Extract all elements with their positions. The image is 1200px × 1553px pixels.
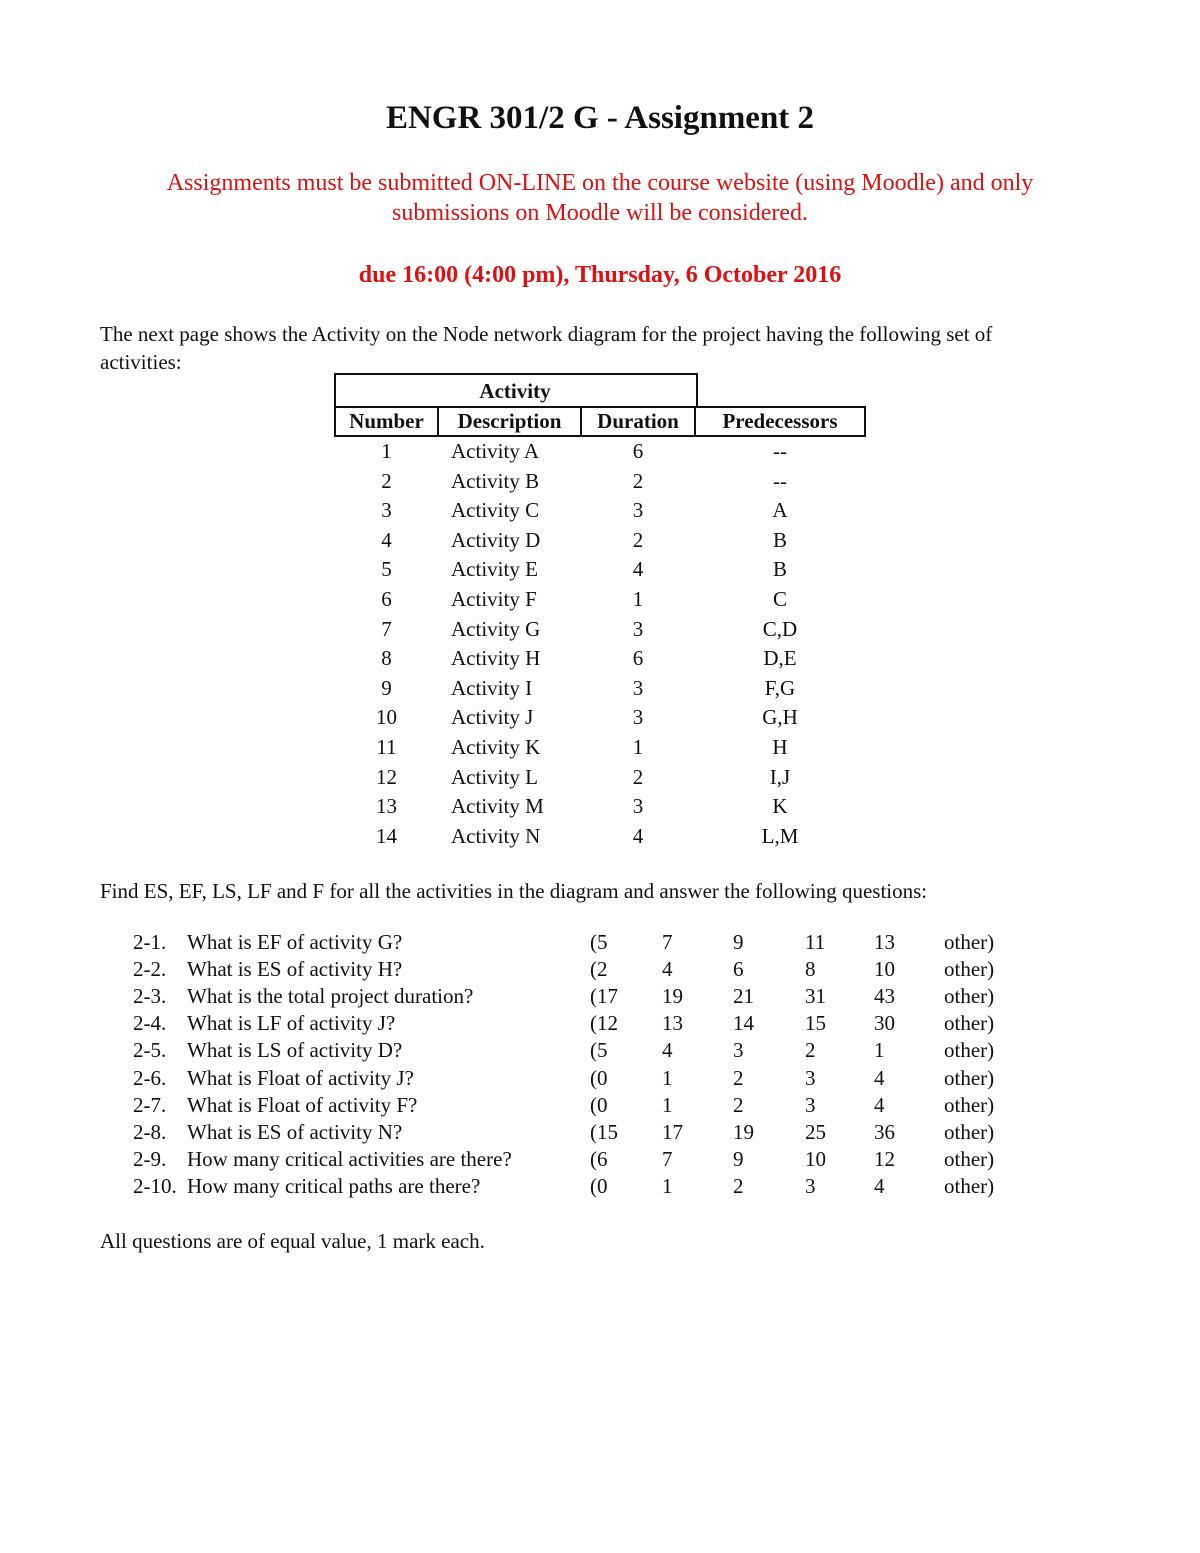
table-row [334,587,866,617]
cell-duration: 6 [632,646,644,671]
cell-duration: 1 [632,735,644,759]
cell-predecessors: D,E [763,646,797,671]
answer-option: (12 [590,1011,618,1036]
header-description: Description [457,409,562,433]
notice-line-1: Assignments must be submitted ON-LINE on the course website (using Moodle) and only [166,170,1034,196]
question-item [0,1147,1200,1174]
answer-option: 14 [733,1011,754,1036]
cell-duration: 3 [632,616,644,641]
question-number: 2-7. [133,1092,167,1117]
answer-option: 21 [733,984,754,1009]
question-text: How many critical paths are there? [187,1173,481,1198]
answer-option: 4 [874,1173,885,1198]
table-row [334,528,866,558]
answer-option: 15 [805,1011,826,1036]
activity-table [334,373,866,848]
cell-description: Activity L [451,764,538,789]
cell-description: Activity N [451,823,541,848]
question-text: What is the total project duration? [187,984,474,1009]
answer-option: 3 [733,1038,744,1063]
answer-option: (2 [590,957,608,982]
cell-predecessors: G,H [762,705,798,730]
answer-option: other) [944,1011,995,1036]
answer-option: 6 [733,957,744,982]
question-text: What is EF of activity G? [187,930,403,954]
answer-option: other) [944,1065,995,1090]
answer-option: 7 [662,1146,673,1171]
table-row [334,794,866,824]
answer-option: 1 [662,1065,673,1090]
question-item [0,984,1200,1011]
cell-duration: 3 [632,675,644,700]
answer-option: 31 [805,984,826,1009]
answer-option: 25 [805,1119,826,1144]
cell-number: 6 [381,587,392,611]
answer-option: 3 [805,1173,816,1198]
answer-option: 13 [662,1011,683,1036]
cell-number: 14 [376,823,397,848]
intro-line-2: activities: [100,350,182,374]
cell-duration: 3 [632,794,644,819]
answer-option: (0 [590,1092,608,1117]
cell-predecessors: F,G [764,675,796,700]
cell-number: 8 [381,646,392,671]
answer-option: other) [944,930,995,954]
cell-description: Activity D [451,527,541,552]
answer-option: 3 [805,1065,816,1090]
cell-predecessors: -- [773,439,787,463]
table-row [334,439,866,469]
answer-option: (17 [590,984,618,1009]
question-item [0,1038,1200,1065]
cell-description: Activity I [451,675,533,700]
question-item [0,957,1200,984]
intro-line-1: The next page shows the Activity on the Node network diagram for the project having the following set of [100,322,993,346]
answer-option: other) [944,984,995,1009]
answer-option: 43 [874,984,895,1009]
answer-option: 19 [662,984,683,1009]
table-row [334,617,866,647]
answer-option: other) [944,1173,995,1198]
question-number: 2-6. [133,1065,167,1090]
cell-number: 3 [381,498,392,523]
table-row [334,735,866,765]
cell-number: 10 [376,705,397,730]
cell-description: Activity C [451,498,540,523]
cell-duration: 6 [632,439,644,463]
cell-duration: 1 [632,587,644,611]
cell-description: Activity E [451,557,538,582]
answer-option: 19 [733,1119,754,1144]
question-text: What is ES of activity N? [187,1119,403,1144]
cell-predecessors: H [772,735,788,759]
answer-option: 1 [662,1173,673,1198]
answer-option: 9 [733,930,744,954]
question-text: How many critical activities are there? [187,1146,512,1171]
answer-option: (0 [590,1173,608,1198]
question-text: What is LS of activity D? [187,1038,403,1063]
cell-duration: 2 [632,764,644,789]
table-row [334,646,866,676]
question-number: 2-1. [133,930,167,954]
answer-option: 3 [805,1092,816,1117]
answer-option: 4 [662,957,673,982]
question-item [0,930,1200,957]
answer-option: (15 [590,1119,618,1144]
table-row [334,765,866,795]
answer-option: other) [944,1146,995,1171]
cell-description: Activity B [451,468,540,493]
cell-predecessors: -- [773,468,787,493]
answer-option: 4 [874,1092,885,1117]
cell-duration: 3 [632,705,644,730]
table-row [334,676,866,706]
question-number: 2-4. [133,1011,167,1036]
cell-description: Activity F [451,587,537,611]
cell-number: 12 [376,764,397,789]
cell-number: 7 [381,616,392,641]
answer-option: other) [944,1038,995,1063]
answer-option: other) [944,1092,995,1117]
answer-option: (0 [590,1065,608,1090]
activity-group-header: Activity [479,379,551,403]
cell-description: Activity J [451,705,534,730]
cell-number: 13 [376,794,397,819]
question-item [0,1011,1200,1038]
question-number: 2-5. [133,1038,167,1063]
cell-duration: 3 [632,498,644,523]
answer-option: 1 [662,1092,673,1117]
answer-option: 8 [805,957,816,982]
answer-option: 1 [874,1038,885,1063]
footer-note: All questions are of equal value, 1 mark each. [100,1229,485,1253]
cell-duration: 4 [632,557,644,582]
cell-predecessors: K [772,794,788,819]
answer-option: (5 [590,1038,608,1063]
question-item [0,1120,1200,1147]
question-number: 2-8. [133,1119,167,1144]
answer-option: other) [944,1119,995,1144]
table-row [334,705,866,735]
table-row [334,557,866,587]
cell-number: 1 [381,439,392,463]
cell-predecessors: I,J [769,764,791,789]
question-item [0,1066,1200,1093]
question-text: What is Float of activity J? [187,1065,414,1090]
instructions: Find ES, EF, LS, LF and F for all the activities in the diagram and answer the following questions: [100,879,928,903]
answer-option: other) [944,957,995,982]
answer-option: 2 [805,1038,816,1063]
cell-number: 9 [381,675,392,700]
answer-option: 12 [874,1146,895,1171]
cell-number: 5 [381,557,392,582]
answer-option: (5 [590,930,608,954]
question-item [0,1093,1200,1120]
answer-option: 30 [874,1011,895,1036]
question-text: What is ES of activity H? [187,957,403,982]
cell-predecessors: B [772,527,787,552]
answer-option: 2 [733,1092,744,1117]
answer-option: 10 [874,957,895,982]
notice-line-2: submissions on Moodle will be considered. [392,200,808,226]
answer-option: 4 [662,1038,673,1063]
answer-option: 4 [874,1065,885,1090]
cell-description: Activity G [451,616,541,641]
answer-option: 13 [874,930,895,954]
table-row [334,469,866,499]
header-number: Number [349,409,424,433]
cell-description: Activity A [451,439,540,463]
cell-number: 2 [381,468,392,493]
cell-predecessors: B [772,557,787,582]
question-item [0,1174,1200,1201]
answer-option: 9 [733,1146,744,1171]
cell-predecessors: L,M [761,823,799,848]
answer-option: 36 [874,1119,895,1144]
answer-option: 7 [662,930,673,954]
cell-number: 4 [381,527,392,552]
cell-predecessors: A [772,498,788,523]
cell-duration: 4 [632,823,644,848]
answer-option: 17 [662,1119,683,1144]
cell-predecessors: C,D [762,616,798,641]
question-text: What is Float of activity F? [187,1092,418,1117]
question-number: 2-3. [133,984,167,1009]
question-number: 2-10. [133,1173,177,1198]
header-duration: Duration [597,409,679,433]
cell-description: Activity H [451,646,541,671]
cell-description: Activity M [451,794,544,819]
cell-predecessors: C [772,587,787,611]
question-text: What is LF of activity J? [187,1011,396,1036]
cell-duration: 2 [632,527,644,552]
answer-option: (6 [590,1146,608,1171]
page-title: ENGR 301/2 G - Assignment 2 [385,100,815,136]
answer-option: 11 [805,930,826,954]
due-date: due 16:00 (4:00 pm), Thursday, 6 October 2016 [358,262,842,288]
question-number: 2-2. [133,957,167,982]
cell-duration: 2 [632,468,644,493]
cell-description: Activity K [451,735,541,759]
cell-number: 11 [376,735,397,759]
table-row [334,824,866,854]
table-row [334,498,866,528]
header-predecessors: Predecessors [722,409,838,433]
answer-option: 10 [805,1146,826,1171]
question-number: 2-9. [133,1146,167,1171]
answer-option: 2 [733,1065,744,1090]
answer-option: 2 [733,1173,744,1198]
